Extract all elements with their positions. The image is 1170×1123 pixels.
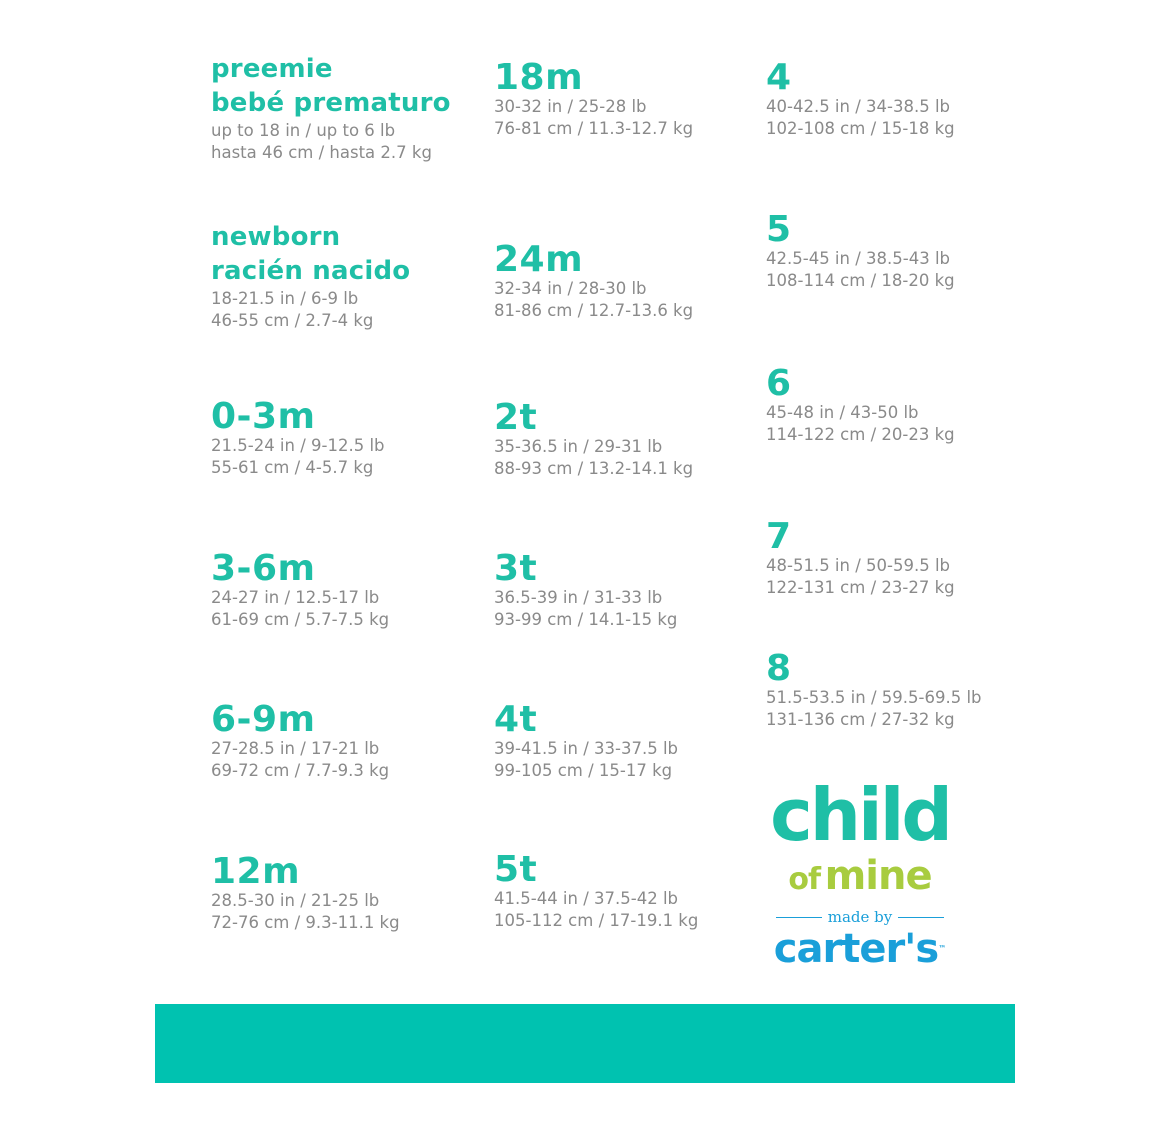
size-measure-metric: 72-76 cm / 9.3-11.1 kg bbox=[211, 913, 400, 932]
size-measure-imperial: 18-21.5 in / 6-9 lb bbox=[211, 289, 359, 308]
size-entry-6-9m bbox=[211, 699, 390, 782]
size-measure-imperial: 45-48 in / 43-50 lb bbox=[766, 403, 919, 422]
size-entry-4t bbox=[494, 699, 679, 782]
size-label-spanish: bebé prematuro bbox=[211, 88, 451, 118]
size-label-spanish: racién nacido bbox=[211, 256, 411, 286]
size-measure-imperial: 36.5-39 in / 31-33 lb bbox=[494, 588, 663, 607]
size-measure-metric: 114-122 cm / 20-23 kg bbox=[766, 425, 955, 444]
logo-made-by-row bbox=[770, 908, 950, 926]
size-entry-2t bbox=[494, 397, 694, 480]
size-label: 18m bbox=[494, 57, 584, 98]
size-entry-preemie bbox=[211, 52, 451, 164]
size-label: newborn bbox=[211, 222, 341, 252]
logo-of-text: of bbox=[788, 862, 821, 897]
size-entry-5t bbox=[494, 849, 699, 932]
logo-trademark: ™ bbox=[938, 944, 947, 953]
size-label: 24m bbox=[494, 239, 584, 280]
size-measure-metric: 69-72 cm / 7.7-9.3 kg bbox=[211, 761, 390, 780]
size-label: 7 bbox=[766, 516, 792, 557]
size-measure-metric: 81-86 cm / 12.7-13.6 kg bbox=[494, 301, 694, 320]
size-entry-6 bbox=[766, 363, 955, 446]
size-entry-0-3m bbox=[211, 396, 385, 479]
size-measure-imperial: 32-34 in / 28-30 lb bbox=[494, 279, 647, 298]
size-entry-5 bbox=[766, 209, 955, 292]
size-entry-18m bbox=[494, 57, 694, 140]
logo-mine-text: mine bbox=[824, 853, 932, 899]
size-entry-8 bbox=[766, 648, 982, 731]
size-entry-newborn bbox=[211, 220, 410, 332]
size-measure-imperial: 42.5-45 in / 38.5-43 lb bbox=[766, 249, 951, 268]
size-entry-3-6m bbox=[211, 548, 390, 631]
size-label: 8 bbox=[766, 648, 792, 689]
size-measure-metric: 131-136 cm / 27-32 kg bbox=[766, 710, 955, 729]
size-label: 3t bbox=[494, 548, 538, 589]
size-measure-metric: 61-69 cm / 5.7-7.5 kg bbox=[211, 610, 390, 629]
size-label: 6 bbox=[766, 363, 792, 404]
size-measure-imperial: 51.5-53.5 in / 59.5-69.5 lb bbox=[766, 688, 982, 707]
size-measure-metric: 99-105 cm / 15-17 kg bbox=[494, 761, 673, 780]
size-measure-imperial: up to 18 in / up to 6 lb bbox=[211, 121, 396, 140]
size-entry-3t bbox=[494, 548, 678, 631]
size-label: 6-9m bbox=[211, 699, 316, 740]
size-measure-metric: 76-81 cm / 11.3-12.7 kg bbox=[494, 119, 694, 138]
size-label: 5t bbox=[494, 849, 538, 890]
footer-color-bar bbox=[155, 1004, 1015, 1083]
size-measure-imperial: 41.5-44 in / 37.5-42 lb bbox=[494, 889, 679, 908]
size-label: preemie bbox=[211, 54, 333, 84]
size-label: 3-6m bbox=[211, 548, 316, 589]
size-measure-metric: 46-55 cm / 2.7-4 kg bbox=[211, 311, 374, 330]
size-label: 0-3m bbox=[211, 396, 316, 437]
size-measure-metric: 88-93 cm / 13.2-14.1 kg bbox=[494, 459, 694, 478]
size-measure-imperial: 27-28.5 in / 17-21 lb bbox=[211, 739, 380, 758]
size-measure-metric: 108-114 cm / 18-20 kg bbox=[766, 271, 955, 290]
size-measure-imperial: 39-41.5 in / 33-37.5 lb bbox=[494, 739, 679, 758]
size-entry-7 bbox=[766, 516, 955, 599]
child-of-mine-logo bbox=[770, 773, 950, 972]
size-measure-metric: 122-131 cm / 23-27 kg bbox=[766, 578, 955, 597]
logo-rule-right bbox=[898, 917, 944, 918]
size-measure-imperial: 35-36.5 in / 29-31 lb bbox=[494, 437, 663, 456]
logo-of-mine bbox=[770, 854, 950, 906]
logo-rule-left bbox=[776, 917, 822, 918]
size-measure-metric: 102-108 cm / 15-18 kg bbox=[766, 119, 955, 138]
logo-carters-text: carter's bbox=[773, 926, 939, 972]
size-measure-imperial: 28.5-30 in / 21-25 lb bbox=[211, 891, 380, 910]
size-measure-metric: hasta 46 cm / hasta 2.7 kg bbox=[211, 143, 432, 162]
size-label: 4 bbox=[766, 57, 792, 98]
size-measure-metric: 105-112 cm / 17-19.1 kg bbox=[494, 911, 699, 930]
size-measure-imperial: 24-27 in / 12.5-17 lb bbox=[211, 588, 380, 607]
size-measure-imperial: 30-32 in / 25-28 lb bbox=[494, 97, 647, 116]
logo-child-text: child bbox=[770, 773, 950, 857]
size-measure-imperial: 21.5-24 in / 9-12.5 lb bbox=[211, 436, 385, 455]
size-label: 4t bbox=[494, 699, 538, 740]
size-measure-metric: 55-61 cm / 4-5.7 kg bbox=[211, 458, 374, 477]
size-measure-imperial: 40-42.5 in / 34-38.5 lb bbox=[766, 97, 951, 116]
size-label: 2t bbox=[494, 397, 538, 438]
size-entry-24m bbox=[494, 239, 694, 322]
logo-carters bbox=[770, 926, 950, 972]
size-entry-4 bbox=[766, 57, 955, 140]
size-measure-metric: 93-99 cm / 14.1-15 kg bbox=[494, 610, 678, 629]
logo-made-by-text: made by bbox=[827, 908, 893, 926]
size-entry-12m bbox=[211, 851, 400, 934]
size-label: 12m bbox=[211, 851, 301, 892]
size-measure-imperial: 48-51.5 in / 50-59.5 lb bbox=[766, 556, 951, 575]
size-label: 5 bbox=[766, 209, 792, 250]
